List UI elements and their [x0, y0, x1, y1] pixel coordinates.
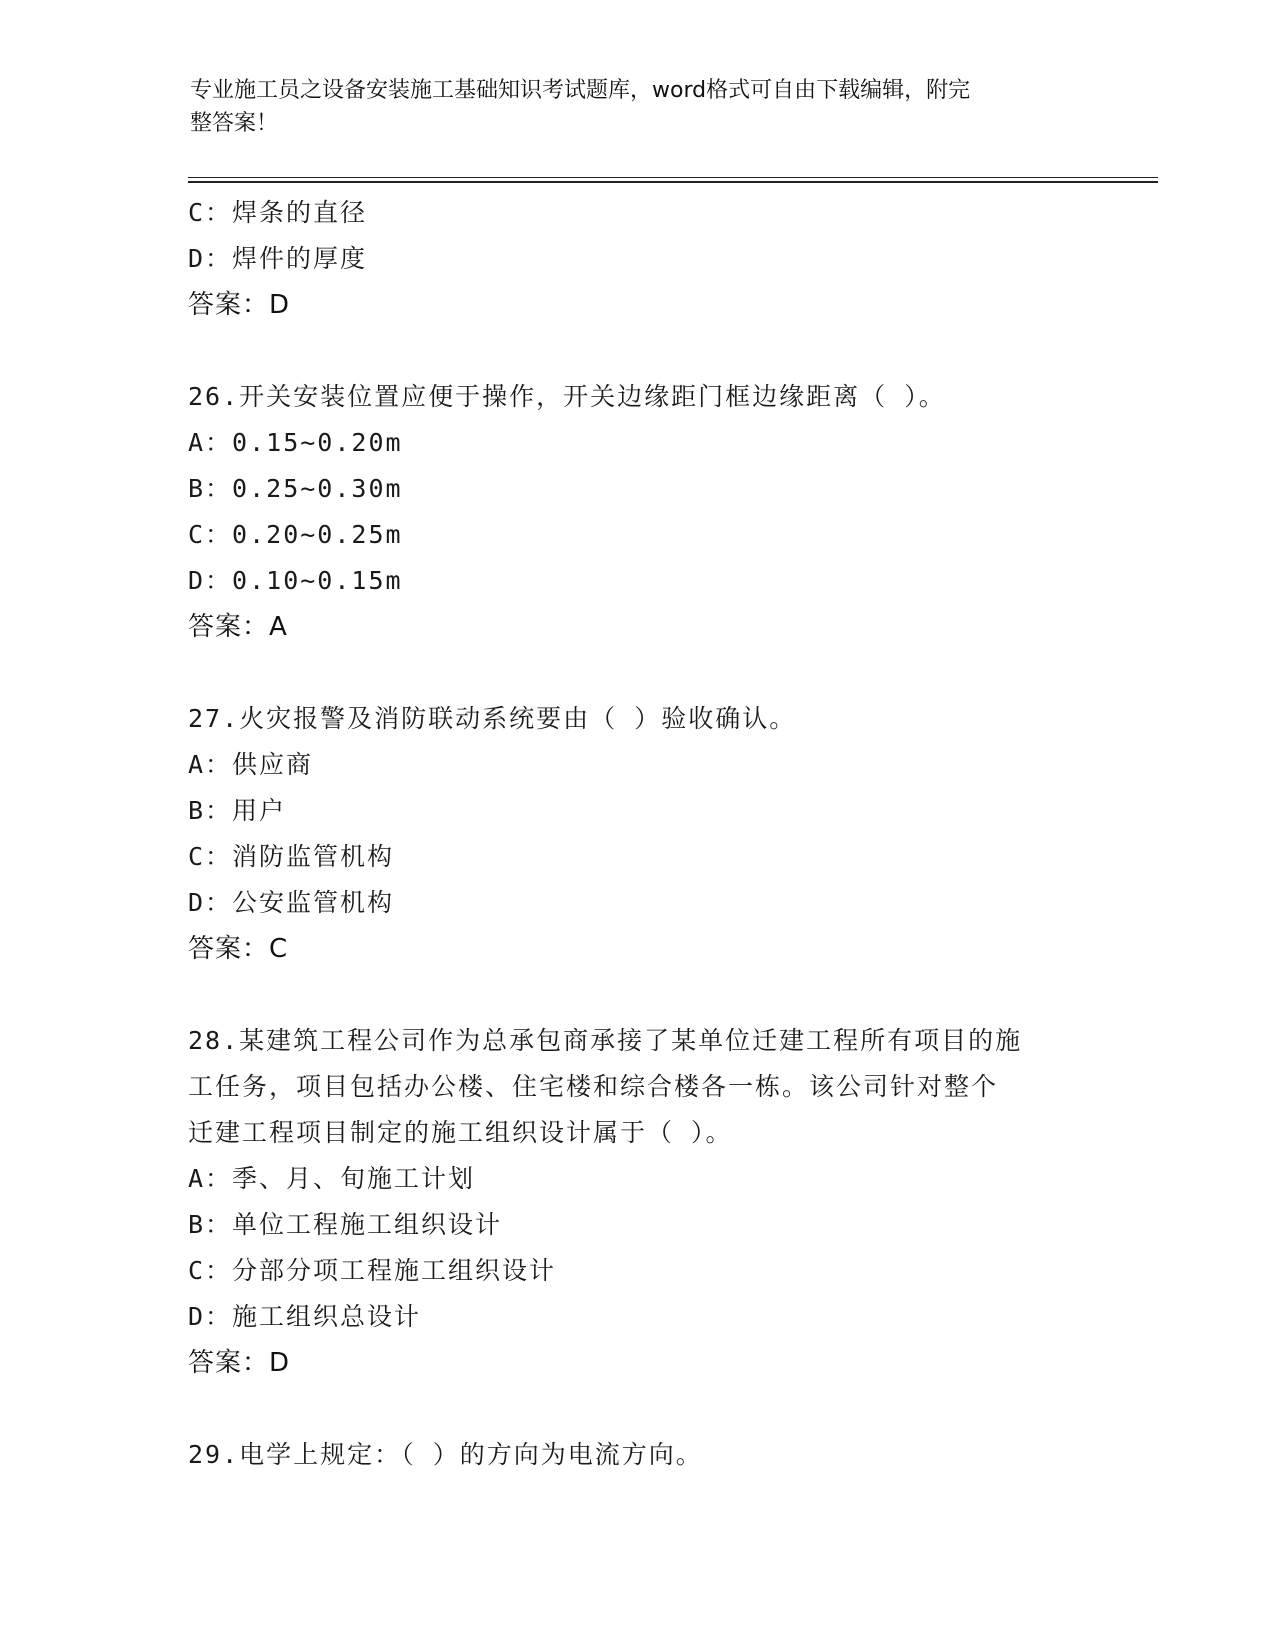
header-divider-thick: [188, 181, 1158, 183]
option-b: B：0.25~0.30m: [188, 474, 403, 503]
question-stem-line-2: 工任务，项目包括办公楼、住宅楼和综合楼各一栋。该公司针对整个: [188, 1072, 999, 1101]
option-b: B：单位工程施工组织设计: [188, 1210, 503, 1239]
answer-line: 答案：C: [188, 934, 289, 964]
option-c: C：消防监管机构: [188, 842, 395, 871]
option-a: A：季、月、旬施工计划: [188, 1164, 476, 1193]
option-c: C：0.20~0.25m: [188, 520, 403, 549]
option-a: A：0.15~0.20m: [188, 428, 403, 457]
previous-question-tail: [188, 190, 1088, 328]
question-stem-line-3: 迁建工程项目制定的施工组织设计属于（ ）。: [188, 1118, 733, 1147]
question-29: [188, 1432, 1088, 1478]
option-d: D：0.10~0.15m: [188, 566, 403, 595]
option-c: C：分部分项工程施工组织设计: [188, 1256, 557, 1285]
option-a: A：供应商: [188, 750, 314, 779]
spacer: [188, 328, 1088, 374]
answer-line: 答案：D: [188, 290, 291, 320]
document-header: [190, 74, 1080, 140]
question-stem: 29.电学上规定：（ ）的方向为电流方向。: [188, 1440, 703, 1469]
answer-line: 答案：D: [188, 1348, 291, 1378]
header-line-1: 专业施工员之设备安装施工基础知识考试题库，word格式可自由下载编辑，附完: [190, 78, 971, 103]
question-content: [188, 190, 1088, 1478]
question-26: [188, 374, 1088, 650]
option-d: D：公安监管机构: [188, 888, 395, 917]
header-line-2: 整答案！: [190, 111, 279, 136]
option-c: C：焊条的直径: [188, 198, 368, 227]
question-27: [188, 696, 1088, 972]
option-d: D：施工组织总设计: [188, 1302, 422, 1331]
option-d: D：焊件的厚度: [188, 244, 368, 273]
answer-line: 答案：A: [188, 612, 288, 642]
question-stem: 27.火灾报警及消防联动系统要由（ ）验收确认。: [188, 704, 797, 733]
question-28: [188, 1018, 1088, 1386]
spacer: [188, 650, 1088, 696]
question-stem-line-1: 28.某建筑工程公司作为总承包商承接了某单位迁建工程所有项目的施: [188, 1026, 1023, 1055]
spacer: [188, 972, 1088, 1018]
question-stem: 26.开关安装位置应便于操作，开关边缘距门框边缘距离（ ）。: [188, 382, 946, 411]
option-b: B：用户: [188, 796, 287, 825]
spacer: [188, 1386, 1088, 1432]
header-divider-thin: [188, 177, 1158, 178]
